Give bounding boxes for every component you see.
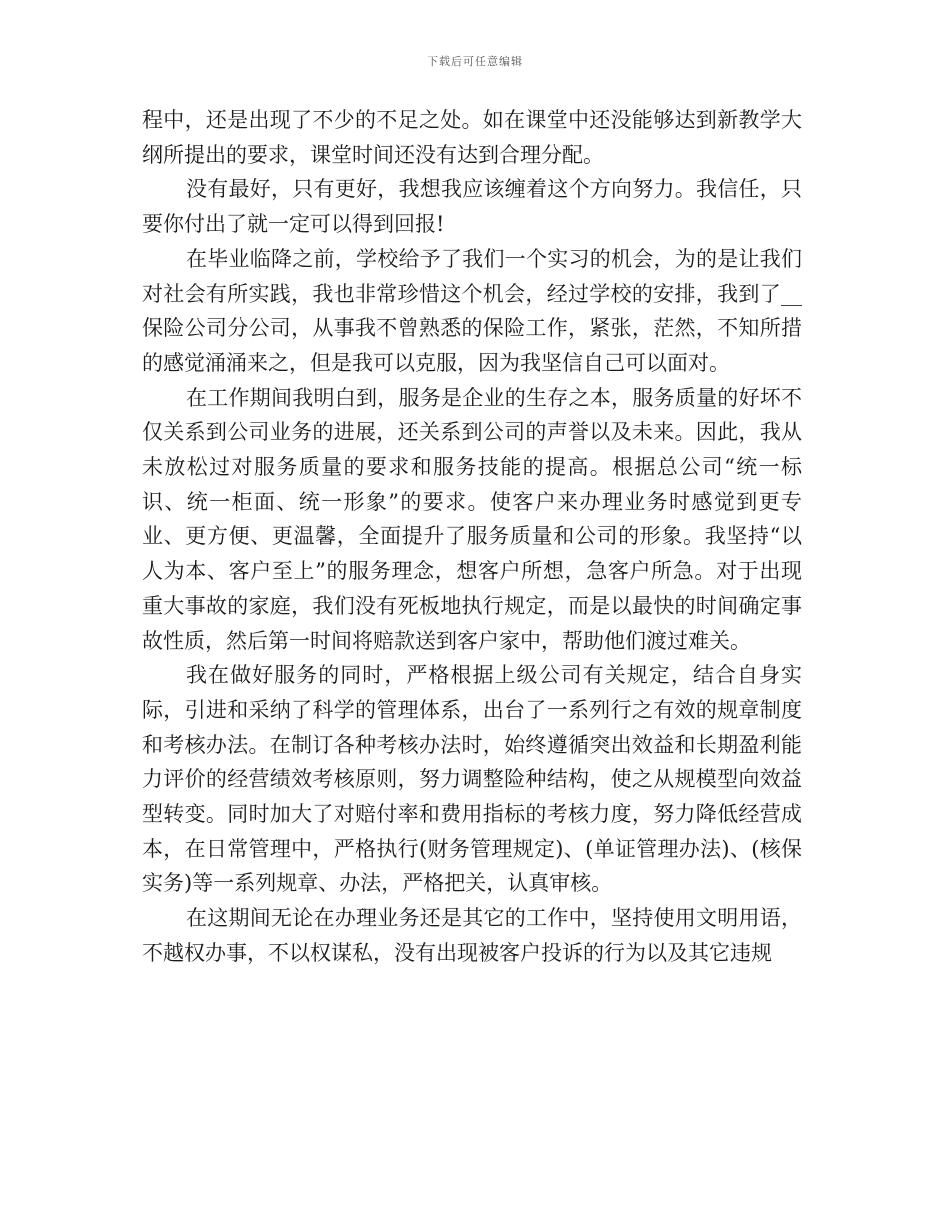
paragraph-1: 程中，还是出现了不少的不足之处。如在课堂中还没能够达到新教学大纲所提出的要求，课堂时间还没有达到合理分配。	[142, 108, 802, 167]
paragraph-3: 在毕业临降之前，学校给予了我们一个实习的机会，为的是让我们对社会有所实践，我也非常珍惜这个机会，经过学校的安排，我到了__保险公司分公司，从事我不曾熟悉的保险工作，紧张，茫然，不知所措的感觉涌涌来之，但是我可以克服，因为我坚信自己可以面对。	[142, 246, 802, 375]
paragraph-4: 在工作期间我明白到，服务是企业的生存之本，服务质量的好坏不仅关系到公司业务的进展，还关系到公司的声誉以及未来。因此，我从未放松过对服务质量的要求和服务技能的提高。根据总公司“统一标识、统一柜面、统一形象”的要求。使客户来办理业务时感觉到更专业、更方便、更温馨，全面提升了服务质量和公司的形象。我坚持“以人为本、客户至上”的服务理念，想客户所想，急客户所急。对于出现重大事故的家庭，我们没有死板地执行规定，而是以最快的时间确定事故性质，然后第一时间将赔款送到客户家中，帮助他们渡过难关。	[142, 385, 802, 653]
paragraph-2: 没有最好，只有更好，我想我应该缠着这个方向努力。我信任，只要你付出了就一定可以得到回报!	[142, 177, 802, 237]
page-header: 下载后可任意编辑	[427, 55, 523, 68]
document-body	[142, 103, 802, 971]
paragraph-5: 我在做好服务的同时，严格根据上级公司有关规定，结合自身实际，引进和采纳了科学的管理体系，出台了一系列行之有效的规章制度和考核办法。在制订各种考核办法时，始终遵循突出效益和长期盈利能力评价的经营绩效考核原则，努力调整险种结构，使之从规模型向效益型转变。同时加大了对赔付率和费用指标的考核力度，努力降低经营成本，在日常管理中，严格执行(财务管理规定)、(单证管理办法)、(核保实务)等一系列规章、办法，严格把关，认真审核。	[142, 663, 802, 896]
paragraph-6: 在这期间无论在办理业务还是其它的工作中，坚持使用文明用语，不越权办事，不以权谋私，没有出现被客户投诉的行为以及其它违规	[142, 906, 802, 965]
